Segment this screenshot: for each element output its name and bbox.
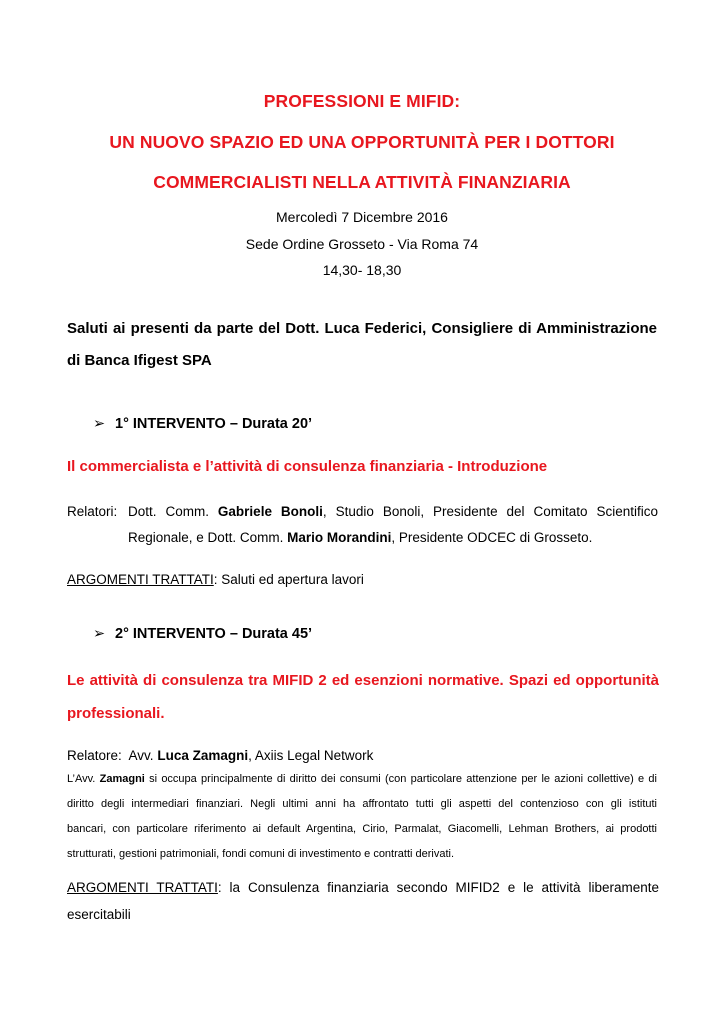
arguments-line-1: [67, 874, 659, 901]
intervento-1-heading: [93, 416, 312, 432]
title-line-2: UN NUOVO SPAZIO ED UNA OPPORTUNITÀ PER I DOTTORI: [109, 132, 615, 152]
bio-line-4: strutturati, gestioni patrimoniali, fondi comuni di investimento e contratti derivati.: [67, 848, 455, 860]
greetings-paragraph: [67, 313, 657, 377]
bio-paragraph: [67, 767, 657, 867]
intervento-1-arguments: [67, 572, 364, 587]
relatore-affiliation: , Axiis Legal Network: [248, 748, 374, 763]
intervento-2-topic-line-1: Le attività di consulenza tra MIFID 2 ed esenzioni normative. Spazi ed opportunità: [67, 672, 659, 689]
relatore-name-bonoli: Gabriele Bonoli: [217, 504, 323, 519]
bio-text-1: si occupa principalmente di diritto dei consumi (con particolare attenzione per le azioni collettive) e di: [149, 773, 657, 785]
intervento-2-title: 2° INTERVENTO – Durata 45’: [115, 626, 313, 642]
relatore-role-morandini: , Presidente ODCEC di Grosseto.: [391, 530, 593, 545]
relatore-name-zamagni: Luca Zamagni: [157, 748, 249, 763]
relatori-line-2: [128, 530, 592, 545]
intervento-1-topic: Il commercialista e l’attività di consulenza finanziaria - Introduzione: [67, 458, 548, 475]
arrow-bullet-icon: ➢: [93, 626, 106, 642]
relatore-label: Relatore:: [67, 748, 122, 763]
relatori-title-1: Dott. Comm.: [128, 504, 209, 519]
relatori-line-1: [128, 504, 658, 519]
intervento-2-arguments: [67, 874, 659, 928]
relatori-label: Relatori:: [67, 504, 118, 519]
relatore-name-morandini: Mario Morandini: [287, 530, 392, 545]
intervento-2-topic-line-2: professionali.: [67, 705, 165, 722]
intervento-2-topic: [67, 664, 659, 730]
greetings-line-1: Saluti ai presenti da parte del Dott. Luca Federici, Consigliere di Amministrazione: [67, 320, 657, 337]
bio-line-3: bancari, con particolare riferimento ai default Argentina, Cirio, Parmalat, Giacomelli, Lehman Brothers, ai prodotti: [67, 823, 657, 835]
arguments-label-2: ARGOMENTI TRATTATI: [67, 880, 218, 895]
bio-line-1: [67, 767, 657, 792]
relatore-role-bonoli: , Studio Bonoli, Presidente del Comitato Scientifico: [322, 504, 658, 519]
intervento-2-heading: [93, 626, 312, 642]
title-line-3: COMMERCIALISTI NELLA ATTIVITÀ FINANZIARIA: [153, 172, 571, 192]
greetings-line-2: di Banca Ifigest SPA: [67, 352, 212, 369]
arguments-label-1: ARGOMENTI TRATTATI: [67, 572, 214, 587]
bio-line-2: diritto degli intermediari finanziari. Negli ultimi anni ha affrontato tutti gli aspetti del contenzioso con gli istituti: [67, 798, 657, 810]
relatori-title-2: Regionale, e Dott. Comm.: [128, 530, 284, 545]
arrow-bullet-icon: ➢: [93, 416, 106, 432]
bio-name: Zamagni: [99, 773, 145, 785]
event-time: 14,30- 18,30: [322, 262, 402, 278]
title-line-1: PROFESSIONI E MIFID:: [263, 91, 461, 111]
event-venue: Sede Ordine Grosseto - Via Roma 74: [245, 236, 479, 252]
intervento-1-title: 1° INTERVENTO – Durata 20’: [115, 416, 313, 432]
arguments-text-1: : Saluti ed apertura lavori: [213, 572, 364, 587]
arguments-text-2: : la Consulenza finanziaria secondo MIFID2 e le attività liberamente: [217, 880, 659, 895]
relatore-title: Avv.: [128, 748, 154, 763]
arguments-line-2: esercitabili: [67, 907, 131, 922]
relatore-line: [67, 748, 373, 763]
event-date: Mercoledì 7 Dicembre 2016: [276, 209, 448, 225]
bio-title: L’Avv.: [67, 773, 96, 785]
